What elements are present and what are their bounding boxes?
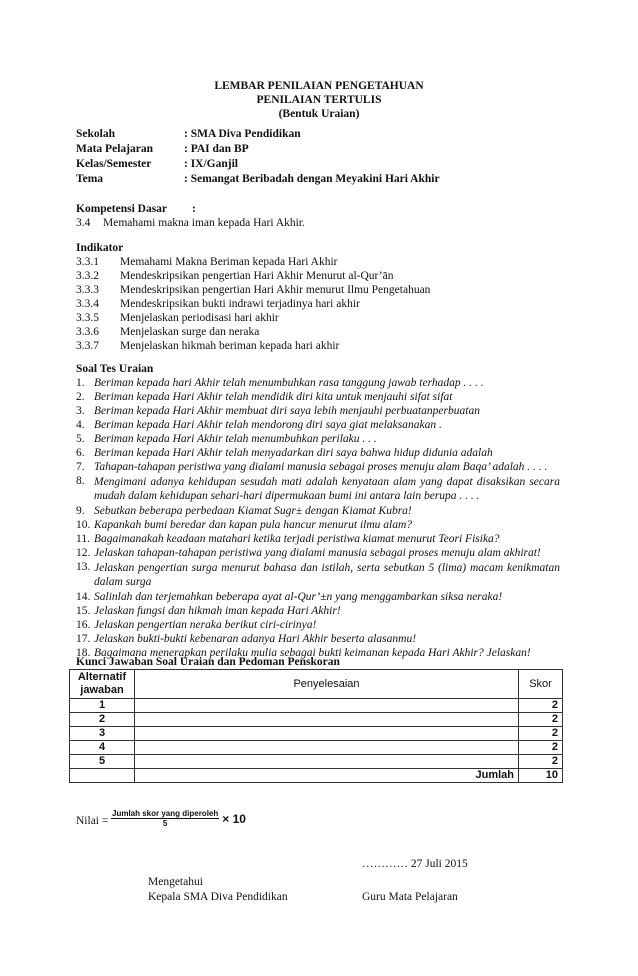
total-label: Jumlah [135,769,519,783]
indikator-number: 3.3.5 [76,312,99,324]
indikator-number: 3.3.7 [76,340,99,352]
doc-title: LEMBAR PENILAIAN PENGETAHUAN [214,80,424,92]
question-number: 7. [76,461,85,473]
cell-score: 2 [519,699,563,713]
score-formula [111,809,246,828]
cell-alt: 3 [70,727,135,741]
cell-empty [70,769,135,783]
cell-alt: 2 [70,713,135,727]
kompetensi-number: 3.4 [76,217,91,229]
indikator-text: Memahami Makna Beriman kepada Hari Akhir [120,256,338,268]
question-number: 8. [76,475,85,487]
indikator-text: Menjelaskan periodisasi hari akhir [120,312,279,324]
soal-heading: Soal Tes Uraian [76,363,154,375]
kompetensi-colon: : [192,203,196,215]
cell-alt: 4 [70,741,135,755]
question-number: 15. [76,605,91,617]
identity-class [76,158,238,170]
question-text: Bagaimanakah keadaan matahari ketika terjadi peristiwa kiamat menurut Teori Fisika? [94,533,500,545]
question-number: 12. [76,547,91,559]
nilai-label: Nilai = [76,815,109,827]
cell-score: 2 [519,741,563,755]
question-number: 4. [76,419,85,431]
col-header-alternatif: Alternatif jawaban [70,670,135,699]
question-number: 5. [76,433,85,445]
question-text: Jelaskan tahapan-tahapan peristiwa yang dialami manusia sebagai proses menuju alam akhirat! [94,547,541,559]
identity-label: Tema [76,173,104,185]
question-number: 10. [76,519,91,531]
question-number: 16. [76,619,91,631]
question-text: Mengimani adanya kehidupan sesudah mati adalah kenyataan alam yang dapat disaksikan secara mudah dalam kehidupan sehari-hari dipermukaan bumi ini antara lain berupa . . . . [94,476,560,502]
identity-theme [76,173,440,185]
table-row [70,741,563,755]
formula-multiplier: × 10 [222,811,246,826]
doc-subtitle: PENILAIAN TERTULIS [256,94,382,106]
identity-school [76,128,301,140]
indikator-number: 3.3.6 [76,326,99,338]
answer-key-table [69,669,563,783]
indikator-text: Mendeskripsikan pengertian Hari Akhir menurut Ilmu Pengetahuan [120,284,431,296]
question-text: Kapankah bumi beredar dan kapan pula hancur menurut ilmu alam? [94,519,413,531]
question-text: Beriman kepada Hari Akhir telah mendorong diri saya giat melaksanakan . [94,419,442,431]
cell-solution [135,699,519,713]
question-text: Beriman kepada Hari Akhir telah menyadarkan diri saya bahwa hidup didunia adalah [94,447,493,459]
signature-principal: Kepala SMA Diva Pendidikan [148,891,288,903]
cell-score: 2 [519,755,563,769]
cell-solution [135,741,519,755]
col-header-penyelesaian: Penyelesaian [135,670,519,699]
table-row [70,699,563,713]
table-row [70,727,563,741]
table-row [70,755,563,769]
identity-value: : IX/Ganjil [184,158,238,170]
question-text: Jelaskan bukti-bukti kebenaran adanya Hari Akhir beserta alasanmu! [94,633,417,645]
indikator-number: 3.3.3 [76,284,99,296]
indikator-number: 3.3.4 [76,298,99,310]
identity-label: Kelas/Semester [76,158,152,170]
cell-alt: 5 [70,755,135,769]
question-text: Bagaimana menerapkan perilaku mulia sebagai bukti keimanan kepada Hari Akhir? Jelaskan! [94,647,531,659]
signature-date: ………… 27 Juli 2015 [362,858,468,870]
identity-value: : PAI dan BP [184,143,249,155]
question-text: Jelaskan pengertian neraka berikut ciri-cirinya! [94,619,317,631]
indikator-text: Menjelaskan surge dan neraka [120,326,260,338]
formula-fraction [111,809,219,828]
cell-solution [135,727,519,741]
question-number: 3. [76,405,85,417]
kompetensi-heading: Kompetensi Dasar [76,203,168,215]
indikator-number: 3.3.1 [76,256,99,268]
identity-label: Mata Pelajaran [76,143,153,155]
identity-value: : Semangat Beribadah dengan Meyakini Hari Akhir [184,173,440,185]
indikator-text: Menjelaskan hikmah beriman kepada hari akhir [120,340,340,352]
question-text: Salinlah dan terjemahkan beberapa ayat al-Qur’±n yang menggambarkan siksa neraka! [94,591,503,603]
formula-denominator: 5 [162,819,168,828]
cell-alt: 1 [70,699,135,713]
question-text: Jelaskan pengertian surga menurut bahasa dan istilah, serta sebutkan 5 (lima) macam kenikmatan dalam surga [94,562,560,588]
table-header-row [70,670,563,699]
question-number: 13. [76,561,91,573]
question-text: Beriman kepada Hari Akhir telah menumbuhkan perilaku . . . [94,433,377,445]
question-number: 14. [76,591,91,603]
question-text: Tahapan-tahapan peristiwa yang dialami manusia sebagai proses menuju alam Baqa’ adalah . . . . [94,461,548,473]
question-number: 11. [76,533,90,545]
total-value: 10 [519,769,563,783]
identity-value: : SMA Diva Pendidikan [184,128,301,140]
question-text: Beriman kepada Hari Akhir membuat diri saya lebih menjauhi perbuatanperbuatan [94,405,480,417]
question-number: 18. [76,647,91,659]
identity-subject [76,143,249,155]
doc-form-type: (Bentuk Uraian) [278,108,360,120]
indikator-heading: Indikator [76,242,124,254]
kompetensi-text: Memahami makna iman kepada Hari Akhir. [103,217,305,229]
question-text: Beriman kepada Hari Akhir telah mendidik diri kita untuk menjauhi sifat sifat [94,391,453,403]
question-text: Sebutkan beberapa perbedaan Kiamat Sugr± dengan Kiamat Kubra! [94,505,412,517]
formula-numerator: Jumlah skor yang diperoleh [112,809,219,818]
signature-teacher: Guru Mata Pelajaran [362,891,458,903]
question-number: 17. [76,633,91,645]
question-text: Beriman kepada hari Akhir telah menumbuhkan rasa tanggung jawab terhadap . . . . [94,377,484,389]
identity-label: Sekolah [76,128,115,140]
signature-mengetahui: Mengetahui [148,876,203,888]
kunci-heading: Kunci Jawaban Soal Uraian dan Pedoman Penskoran [76,656,340,668]
cell-score: 2 [519,713,563,727]
cell-solution [135,713,519,727]
indikator-text: Mendeskripsikan pengertian Hari Akhir Menurut al-Qur’ān [120,270,394,282]
question-number: 9. [76,505,85,517]
col-header-skor: Skor [519,670,563,699]
table-total-row [70,769,563,783]
indikator-number: 3.3.2 [76,270,99,282]
question-text: Jelaskan fungsi dan hikmah iman kepada Hari Akhir! [94,605,341,617]
indikator-text: Mendeskripsikan bukti indrawi terjadinya hari akhir [120,298,360,310]
question-number: 6. [76,447,85,459]
question-number: 1. [76,377,85,389]
question-number: 2. [76,391,85,403]
cell-solution [135,755,519,769]
cell-score: 2 [519,727,563,741]
table-row [70,713,563,727]
